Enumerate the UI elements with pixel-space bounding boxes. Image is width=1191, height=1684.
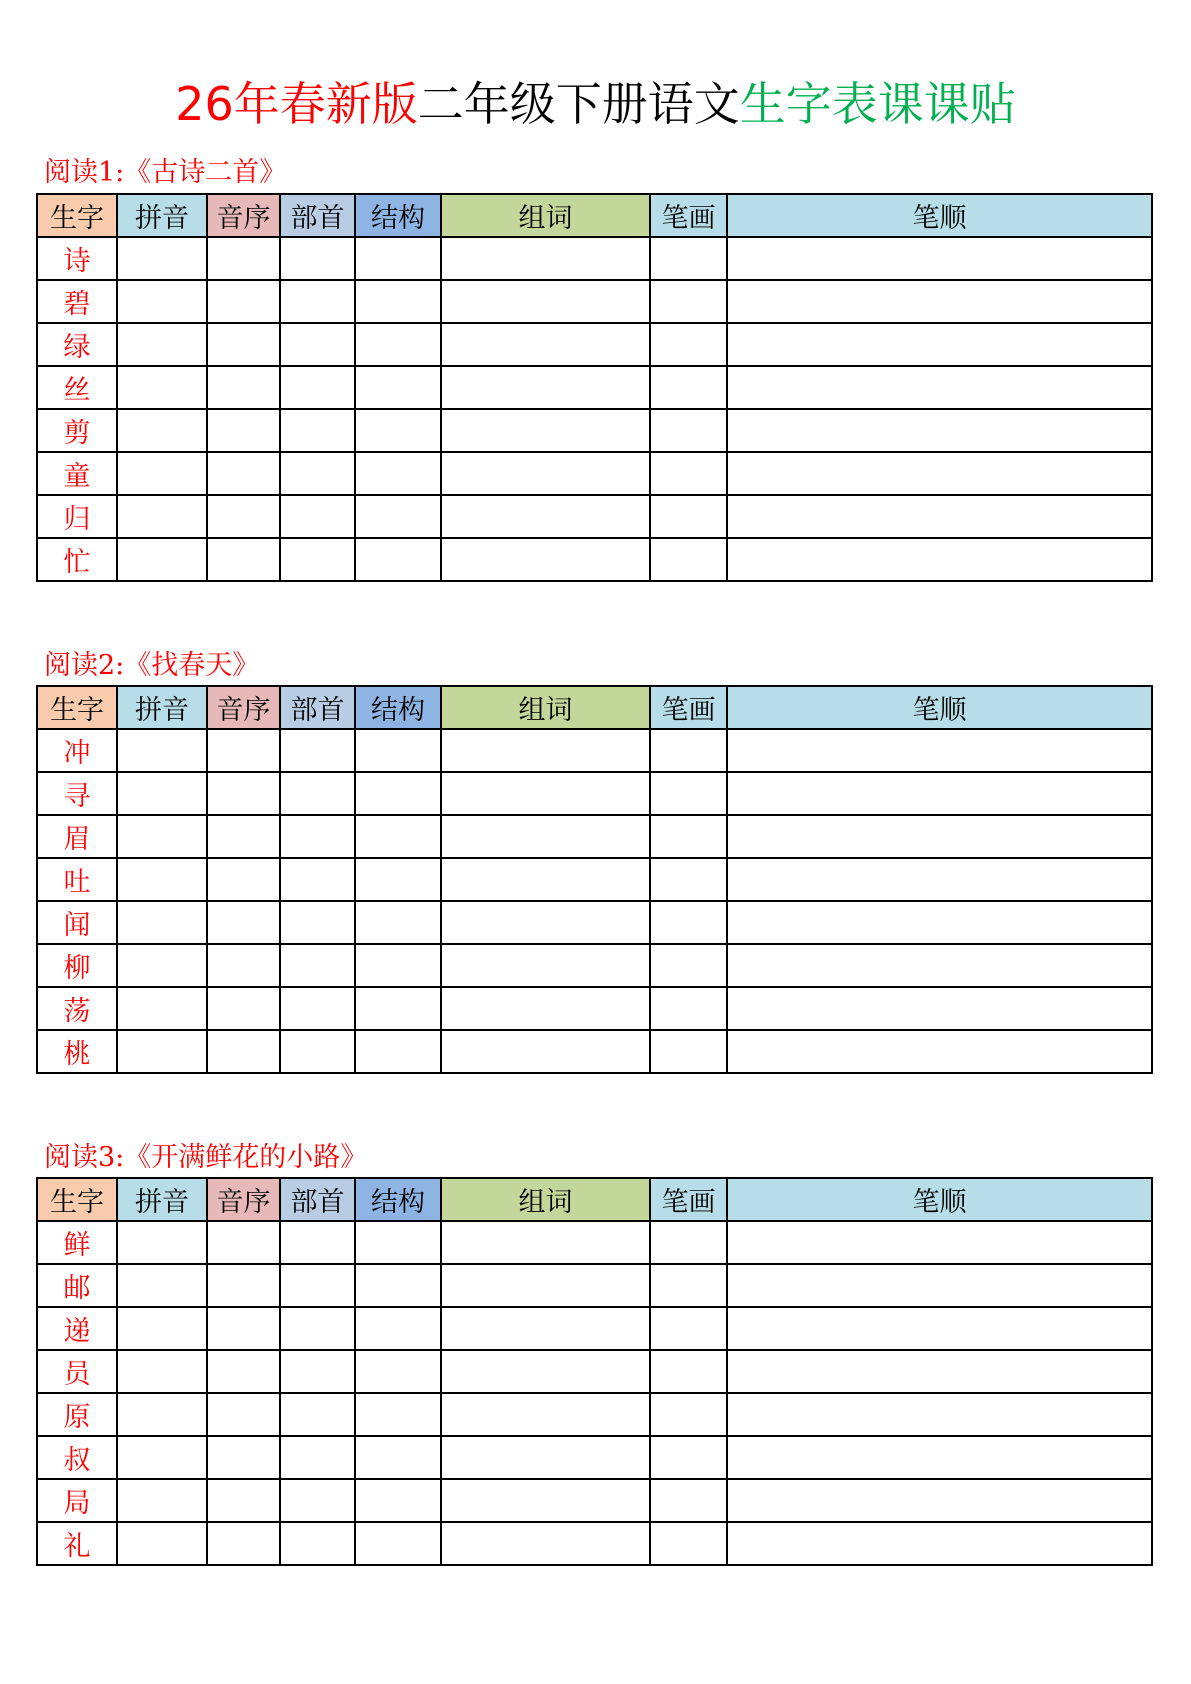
table-row <box>37 452 1152 495</box>
column-header: 部首 <box>280 686 355 729</box>
blank-cell-1[interactable] <box>117 1264 207 1307</box>
blank-cell-1[interactable] <box>117 1350 207 1393</box>
blank-cell-1[interactable] <box>117 323 207 366</box>
blank-cell-5[interactable] <box>441 452 650 495</box>
blank-cell-5[interactable] <box>441 237 650 280</box>
blank-cell-6[interactable] <box>650 729 727 772</box>
blank-cell-7[interactable] <box>727 858 1152 901</box>
blank-cell-4[interactable] <box>355 1350 441 1393</box>
blank-cell-1[interactable] <box>117 452 207 495</box>
blank-cell-5[interactable] <box>441 1030 650 1073</box>
blank-cell-6[interactable] <box>650 901 727 944</box>
table-row <box>37 858 1152 901</box>
blank-cell-6[interactable] <box>650 815 727 858</box>
blank-cell-6[interactable] <box>650 1522 727 1565</box>
blank-cell-3[interactable] <box>280 858 355 901</box>
column-header: 音序 <box>207 194 280 237</box>
column-header: 笔画 <box>650 686 727 729</box>
blank-cell-2[interactable] <box>207 1307 280 1350</box>
blank-cell-1[interactable] <box>117 538 207 581</box>
blank-cell-5[interactable] <box>441 366 650 409</box>
blank-cell-7[interactable] <box>727 1436 1152 1479</box>
blank-cell-3[interactable] <box>280 944 355 987</box>
blank-cell-7[interactable] <box>727 987 1152 1030</box>
column-header: 笔画 <box>650 1178 727 1221</box>
section-label: 阅读3:《开满鲜花的小路》 <box>44 1142 368 1173</box>
blank-cell-3[interactable] <box>280 409 355 452</box>
blank-cell-3[interactable] <box>280 1479 355 1522</box>
blank-cell-1[interactable] <box>117 858 207 901</box>
title-part-3: 生字表课课贴 <box>739 77 1016 131</box>
character-cell: 鲜 <box>37 1221 117 1264</box>
blank-cell-2[interactable] <box>207 1350 280 1393</box>
blank-cell-5[interactable] <box>441 858 650 901</box>
blank-cell-1[interactable] <box>117 495 207 538</box>
blank-cell-7[interactable] <box>727 1221 1152 1264</box>
blank-cell-4[interactable] <box>355 323 441 366</box>
blank-cell-5[interactable] <box>441 538 650 581</box>
blank-cell-3[interactable] <box>280 323 355 366</box>
column-header: 结构 <box>355 1178 441 1221</box>
blank-cell-7[interactable] <box>727 901 1152 944</box>
blank-cell-2[interactable] <box>207 901 280 944</box>
table-row <box>37 237 1152 280</box>
table-row <box>37 323 1152 366</box>
blank-cell-3[interactable] <box>280 1350 355 1393</box>
table-row <box>37 1221 1152 1264</box>
blank-cell-5[interactable] <box>441 729 650 772</box>
character-cell: 碧 <box>37 280 117 323</box>
character-cell: 柳 <box>37 944 117 987</box>
blank-cell-7[interactable] <box>727 495 1152 538</box>
blank-cell-1[interactable] <box>117 1393 207 1436</box>
character-cell: 吐 <box>37 858 117 901</box>
table-row <box>37 1264 1152 1307</box>
character-cell: 叔 <box>37 1436 117 1479</box>
blank-cell-7[interactable] <box>727 1479 1152 1522</box>
title-part-1: 26年春新版 <box>175 77 418 131</box>
blank-cell-1[interactable] <box>117 987 207 1030</box>
blank-cell-5[interactable] <box>441 1393 650 1436</box>
blank-cell-6[interactable] <box>650 1393 727 1436</box>
blank-cell-4[interactable] <box>355 1307 441 1350</box>
blank-cell-1[interactable] <box>117 1221 207 1264</box>
blank-cell-3[interactable] <box>280 1264 355 1307</box>
blank-cell-1[interactable] <box>117 772 207 815</box>
character-cell: 递 <box>37 1307 117 1350</box>
blank-cell-7[interactable] <box>727 237 1152 280</box>
blank-cell-6[interactable] <box>650 452 727 495</box>
blank-cell-4[interactable] <box>355 944 441 987</box>
table-row <box>37 815 1152 858</box>
character-cell: 童 <box>37 452 117 495</box>
blank-cell-7[interactable] <box>727 815 1152 858</box>
table-row <box>37 944 1152 987</box>
header-row <box>37 686 1152 729</box>
character-table <box>36 1177 1153 1566</box>
blank-cell-4[interactable] <box>355 729 441 772</box>
blank-cell-2[interactable] <box>207 366 280 409</box>
blank-cell-3[interactable] <box>280 452 355 495</box>
blank-cell-5[interactable] <box>441 901 650 944</box>
blank-cell-2[interactable] <box>207 1393 280 1436</box>
column-header: 组词 <box>441 686 650 729</box>
blank-cell-4[interactable] <box>355 1264 441 1307</box>
blank-cell-6[interactable] <box>650 944 727 987</box>
blank-cell-3[interactable] <box>280 901 355 944</box>
blank-cell-6[interactable] <box>650 987 727 1030</box>
blank-cell-2[interactable] <box>207 409 280 452</box>
blank-cell-7[interactable] <box>727 1350 1152 1393</box>
blank-cell-5[interactable] <box>441 1479 650 1522</box>
blank-cell-6[interactable] <box>650 772 727 815</box>
blank-cell-6[interactable] <box>650 323 727 366</box>
table-row <box>37 1307 1152 1350</box>
blank-cell-1[interactable] <box>117 729 207 772</box>
title-part-2: 二年级下册语文 <box>417 77 740 131</box>
character-cell: 员 <box>37 1350 117 1393</box>
blank-cell-1[interactable] <box>117 366 207 409</box>
column-header: 生字 <box>37 1178 117 1221</box>
blank-cell-4[interactable] <box>355 1436 441 1479</box>
table-row <box>37 772 1152 815</box>
blank-cell-5[interactable] <box>441 1522 650 1565</box>
blank-cell-2[interactable] <box>207 944 280 987</box>
blank-cell-2[interactable] <box>207 280 280 323</box>
table-row <box>37 1030 1152 1073</box>
blank-cell-3[interactable] <box>280 1221 355 1264</box>
column-header: 音序 <box>207 686 280 729</box>
blank-cell-2[interactable] <box>207 1522 280 1565</box>
blank-cell-5[interactable] <box>441 409 650 452</box>
table-row <box>37 1522 1152 1565</box>
column-header: 笔顺 <box>727 686 1152 729</box>
blank-cell-1[interactable] <box>117 901 207 944</box>
column-header: 部首 <box>280 194 355 237</box>
blank-cell-3[interactable] <box>280 1436 355 1479</box>
blank-cell-5[interactable] <box>441 987 650 1030</box>
blank-cell-7[interactable] <box>727 409 1152 452</box>
blank-cell-3[interactable] <box>280 280 355 323</box>
table-row <box>37 1393 1152 1436</box>
blank-cell-3[interactable] <box>280 1307 355 1350</box>
blank-cell-2[interactable] <box>207 858 280 901</box>
character-cell: 闻 <box>37 901 117 944</box>
blank-cell-7[interactable] <box>727 1393 1152 1436</box>
blank-cell-2[interactable] <box>207 323 280 366</box>
character-cell: 归 <box>37 495 117 538</box>
character-cell: 桃 <box>37 1030 117 1073</box>
column-header: 笔画 <box>650 194 727 237</box>
blank-cell-1[interactable] <box>117 815 207 858</box>
blank-cell-6[interactable] <box>650 1030 727 1073</box>
section-label: 阅读1:《古诗二首》 <box>44 157 287 188</box>
blank-cell-3[interactable] <box>280 366 355 409</box>
blank-cell-5[interactable] <box>441 815 650 858</box>
blank-cell-2[interactable] <box>207 452 280 495</box>
blank-cell-5[interactable] <box>441 1221 650 1264</box>
character-cell: 眉 <box>37 815 117 858</box>
character-cell: 荡 <box>37 987 117 1030</box>
character-cell: 礼 <box>37 1522 117 1565</box>
blank-cell-4[interactable] <box>355 280 441 323</box>
blank-cell-6[interactable] <box>650 366 727 409</box>
blank-cell-7[interactable] <box>727 1522 1152 1565</box>
character-table <box>36 685 1153 1074</box>
blank-cell-4[interactable] <box>355 495 441 538</box>
blank-cell-1[interactable] <box>117 1522 207 1565</box>
blank-cell-5[interactable] <box>441 323 650 366</box>
blank-cell-1[interactable] <box>117 1030 207 1073</box>
blank-cell-3[interactable] <box>280 729 355 772</box>
blank-cell-6[interactable] <box>650 538 727 581</box>
blank-cell-6[interactable] <box>650 495 727 538</box>
character-cell: 寻 <box>37 772 117 815</box>
blank-cell-7[interactable] <box>727 538 1152 581</box>
blank-cell-4[interactable] <box>355 1030 441 1073</box>
blank-cell-4[interactable] <box>355 1522 441 1565</box>
blank-cell-3[interactable] <box>280 815 355 858</box>
blank-cell-3[interactable] <box>280 987 355 1030</box>
page-title <box>0 68 1191 134</box>
blank-cell-4[interactable] <box>355 772 441 815</box>
blank-cell-6[interactable] <box>650 1221 727 1264</box>
column-header: 部首 <box>280 1178 355 1221</box>
character-cell: 原 <box>37 1393 117 1436</box>
blank-cell-6[interactable] <box>650 237 727 280</box>
blank-cell-1[interactable] <box>117 280 207 323</box>
character-cell: 局 <box>37 1479 117 1522</box>
blank-cell-6[interactable] <box>650 1436 727 1479</box>
blank-cell-6[interactable] <box>650 409 727 452</box>
blank-cell-7[interactable] <box>727 1307 1152 1350</box>
blank-cell-5[interactable] <box>441 1350 650 1393</box>
blank-cell-4[interactable] <box>355 858 441 901</box>
column-header: 拼音 <box>117 194 207 237</box>
blank-cell-4[interactable] <box>355 366 441 409</box>
blank-cell-4[interactable] <box>355 1479 441 1522</box>
blank-cell-2[interactable] <box>207 772 280 815</box>
blank-cell-1[interactable] <box>117 1307 207 1350</box>
blank-cell-4[interactable] <box>355 538 441 581</box>
blank-cell-3[interactable] <box>280 495 355 538</box>
blank-cell-6[interactable] <box>650 858 727 901</box>
blank-cell-7[interactable] <box>727 944 1152 987</box>
blank-cell-4[interactable] <box>355 1221 441 1264</box>
character-cell: 绿 <box>37 323 117 366</box>
blank-cell-6[interactable] <box>650 1479 727 1522</box>
blank-cell-6[interactable] <box>650 1264 727 1307</box>
blank-cell-5[interactable] <box>441 495 650 538</box>
blank-cell-3[interactable] <box>280 538 355 581</box>
blank-cell-4[interactable] <box>355 1393 441 1436</box>
blank-cell-5[interactable] <box>441 944 650 987</box>
character-cell: 剪 <box>37 409 117 452</box>
blank-cell-2[interactable] <box>207 237 280 280</box>
blank-cell-1[interactable] <box>117 237 207 280</box>
blank-cell-7[interactable] <box>727 323 1152 366</box>
blank-cell-7[interactable] <box>727 1264 1152 1307</box>
column-header: 笔顺 <box>727 194 1152 237</box>
table-row <box>37 1436 1152 1479</box>
table-row <box>37 538 1152 581</box>
blank-cell-2[interactable] <box>207 729 280 772</box>
column-header: 拼音 <box>117 686 207 729</box>
blank-cell-1[interactable] <box>117 409 207 452</box>
blank-cell-5[interactable] <box>441 1307 650 1350</box>
table-row <box>37 1479 1152 1522</box>
blank-cell-2[interactable] <box>207 1221 280 1264</box>
column-header: 组词 <box>441 194 650 237</box>
blank-cell-3[interactable] <box>280 772 355 815</box>
blank-cell-1[interactable] <box>117 1479 207 1522</box>
character-cell: 忙 <box>37 538 117 581</box>
blank-cell-4[interactable] <box>355 815 441 858</box>
column-header: 生字 <box>37 194 117 237</box>
blank-cell-5[interactable] <box>441 772 650 815</box>
blank-cell-5[interactable] <box>441 1264 650 1307</box>
column-header: 生字 <box>37 686 117 729</box>
table-row <box>37 495 1152 538</box>
column-header: 组词 <box>441 1178 650 1221</box>
table-row <box>37 729 1152 772</box>
character-cell: 邮 <box>37 1264 117 1307</box>
blank-cell-2[interactable] <box>207 495 280 538</box>
blank-cell-7[interactable] <box>727 729 1152 772</box>
blank-cell-2[interactable] <box>207 987 280 1030</box>
column-header: 结构 <box>355 686 441 729</box>
blank-cell-2[interactable] <box>207 1436 280 1479</box>
character-cell: 诗 <box>37 237 117 280</box>
blank-cell-2[interactable] <box>207 815 280 858</box>
blank-cell-7[interactable] <box>727 366 1152 409</box>
character-table <box>36 193 1153 582</box>
table-row <box>37 1350 1152 1393</box>
blank-cell-4[interactable] <box>355 987 441 1030</box>
blank-cell-2[interactable] <box>207 1479 280 1522</box>
blank-cell-4[interactable] <box>355 237 441 280</box>
blank-cell-5[interactable] <box>441 1436 650 1479</box>
blank-cell-4[interactable] <box>355 901 441 944</box>
blank-cell-7[interactable] <box>727 280 1152 323</box>
column-header: 结构 <box>355 194 441 237</box>
blank-cell-6[interactable] <box>650 280 727 323</box>
blank-cell-5[interactable] <box>441 280 650 323</box>
blank-cell-7[interactable] <box>727 1030 1152 1073</box>
character-cell: 冲 <box>37 729 117 772</box>
header-row <box>37 194 1152 237</box>
blank-cell-6[interactable] <box>650 1350 727 1393</box>
blank-cell-2[interactable] <box>207 538 280 581</box>
blank-cell-7[interactable] <box>727 452 1152 495</box>
blank-cell-3[interactable] <box>280 1030 355 1073</box>
header-row <box>37 1178 1152 1221</box>
blank-cell-4[interactable] <box>355 409 441 452</box>
blank-cell-7[interactable] <box>727 772 1152 815</box>
blank-cell-1[interactable] <box>117 1436 207 1479</box>
blank-cell-2[interactable] <box>207 1264 280 1307</box>
column-header: 音序 <box>207 1178 280 1221</box>
table-row <box>37 280 1152 323</box>
character-cell: 丝 <box>37 366 117 409</box>
blank-cell-3[interactable] <box>280 1522 355 1565</box>
blank-cell-3[interactable] <box>280 237 355 280</box>
blank-cell-3[interactable] <box>280 1393 355 1436</box>
column-header: 笔顺 <box>727 1178 1152 1221</box>
table-row <box>37 409 1152 452</box>
blank-cell-2[interactable] <box>207 1030 280 1073</box>
table-row <box>37 987 1152 1030</box>
blank-cell-6[interactable] <box>650 1307 727 1350</box>
column-header: 拼音 <box>117 1178 207 1221</box>
table-row <box>37 366 1152 409</box>
blank-cell-1[interactable] <box>117 944 207 987</box>
blank-cell-4[interactable] <box>355 452 441 495</box>
table-row <box>37 901 1152 944</box>
section-label: 阅读2:《找春天》 <box>44 650 260 681</box>
